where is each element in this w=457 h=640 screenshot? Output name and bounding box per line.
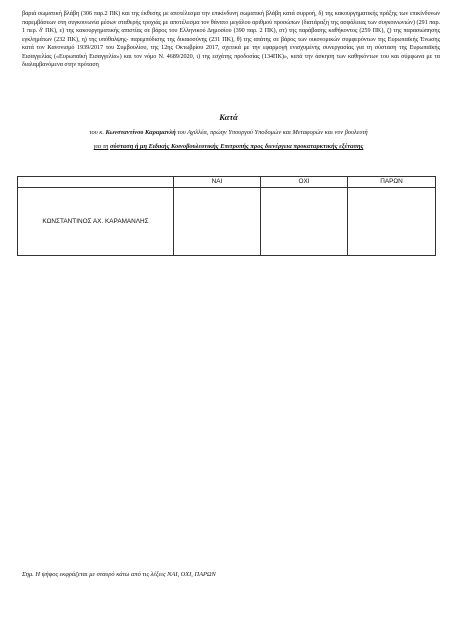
person-prefix: του κ. — [89, 129, 104, 136]
vote-header-no: ΟΧΙ — [261, 177, 348, 188]
vote-table-header-row — [18, 177, 436, 188]
vote-header-present: ΠΑΡΩΝ — [348, 177, 436, 188]
vote-yes-cell[interactable] — [174, 188, 261, 256]
person-suffix: του Αχιλλέα, πρώην Υπουργού Υποδομών και Μεταφορών και νυν βουλευτή — [177, 129, 368, 136]
person-name: Κωνσταντίνου Καραμανλή — [105, 129, 176, 136]
document-title: Κατά — [219, 112, 238, 122]
table-row — [18, 188, 436, 256]
purpose-prefix: για τη — [93, 143, 109, 150]
intro-paragraph: βαριά σωματική βλάβη (306 παρ.2 ΠΚ) και της έκθεσης με αποτέλεσμα την επικίνδυνη σωματική βλάβη κατά συρροή, δ) της κακουργηματικής πράξης των επικίνδυνων παρεμβάσεων στη συγκοινωνία μέσων σταθερής τροχιάς με αποτέλεσμα τον θάνατο μεγάλου αριθμού προσώπων (διατάραξη της ασφάλειας των συγκοινωνιών) (291 παρ. 1 περ. δ' ΠΚ), ε) της κακουργηματικής απιστίας σε βάρος του Ελληνικού Δημοσίου (390 παρ. 2 ΠΚ), στ) της παράβασης καθήκοντος (259 ΠΚ), ζ) της παρασιώπησης εγκλημάτων (232 ΠΚ), η) της υπόθαλψης- παρεμπόδισης της δικαιοσύνης (231 ΠΚ), θ) της απάτης σε βάρος των οικονομικών συμφερόντων της Ευρωπαϊκής Ένωσης κατά τον Κανονισμό 1939/2017 του Συμβουλίου, της 12ης Οκτωβρίου 2017, σχετικά με την εφαρμογή ενισχυμένης συνεργασίας για τη σύσταση της Ευρωπαϊκής Εισαγγελίας («Ευρωπαϊκή Εισαγγελία») και τον νόμο Ν. 4689/2020, ι) της εσχάτης προδοσίας (134ΠΚ)», κατά την άσκηση των καθηκόντων του και σύμφωνα με τα διαλαμβανόμενα στην πρόταση — [22, 10, 440, 68]
person-line — [0, 129, 457, 136]
vote-table — [17, 176, 436, 256]
vote-header-empty — [18, 177, 174, 188]
voter-name-cell: ΚΩΝΣΤΑΝΤΙΝΟΣ ΑΧ. ΚΑΡΑΜΑΝΛΗΣ — [18, 188, 174, 256]
vote-present-cell[interactable] — [348, 188, 436, 256]
vote-no-cell[interactable] — [261, 188, 348, 256]
footnote: Σημ. Η ψήφος εκφράζεται με σταυρό κάτω από τις λέξεις ΝΑΙ, ΟΧΙ, ΠΑΡΩΝ — [22, 571, 216, 578]
purpose-line — [0, 143, 457, 150]
vote-header-yes: ΝΑΙ — [174, 177, 261, 188]
purpose-phrase: σύσταση ή μη Ειδικής Κοινοβουλευτικής Επιτροπής προς διενέργεια προκαταρκτικής εξέτασης — [109, 143, 364, 150]
